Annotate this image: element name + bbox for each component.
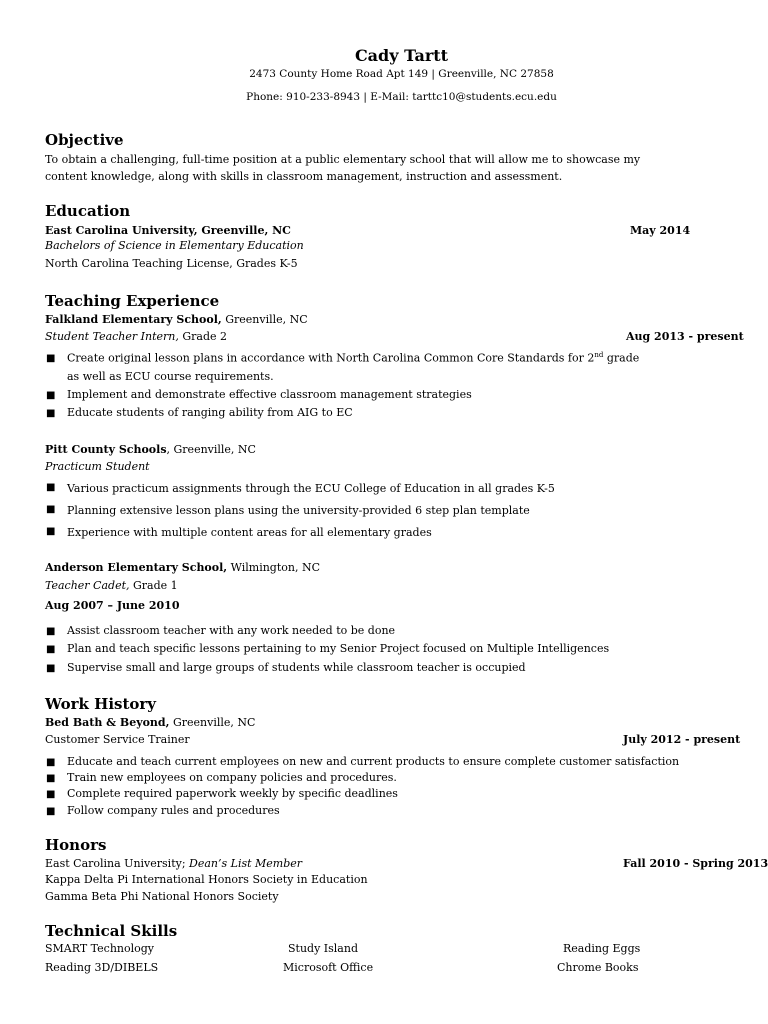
skill-item: Reading 3D/DIBELS — [45, 961, 159, 974]
bullet-icon: ■ — [46, 526, 56, 537]
education-degree: Bachelors of Science in Elementary Education — [45, 239, 304, 252]
work-bullet-4: Follow company rules and procedures — [67, 804, 280, 817]
work-role: Customer Service Trainer — [45, 733, 190, 746]
pitt-org-line — [45, 443, 256, 456]
falkland-location: Greenville, NC — [221, 313, 308, 326]
honors-item-1-org: East Carolina University; — [45, 857, 186, 870]
bullet-icon: ■ — [46, 504, 56, 515]
falkland-bullet-1-cont: as well as ECU course requirements. — [67, 370, 274, 383]
resume-name: Cady Tartt — [354, 46, 449, 65]
anderson-org-line — [45, 561, 320, 574]
pitt-org: Pitt County Schools — [45, 443, 167, 456]
pitt-bullet-2: Planning extensive lesson plans using the university-provided 6 step plan template — [67, 504, 530, 517]
falkland-bullet-1-sup: nd — [594, 351, 604, 359]
pitt-bullet-1: Various practicum assignments through the ECU College of Education in all grades K-5 — [67, 482, 555, 495]
anderson-org: Anderson Elementary School, — [45, 561, 228, 574]
teaching-heading: Teaching Experience — [45, 292, 220, 310]
pitt-role: Practicum Student — [45, 460, 150, 473]
falkland-bullet-1 — [67, 351, 639, 365]
falkland-bullet-3: Educate students of ranging ability from AIG to EC — [67, 406, 353, 419]
bullet-icon: ■ — [46, 390, 56, 401]
skill-item: SMART Technology — [45, 942, 155, 955]
honors-date: Fall 2010 - Spring 2013 — [623, 857, 768, 870]
work-heading: Work History — [45, 695, 157, 713]
falkland-date: Aug 2013 - present — [626, 330, 744, 343]
skill-item: Chrome Books — [557, 961, 639, 974]
falkland-org: Falkland Elementary School, — [45, 313, 222, 326]
bullet-icon: ■ — [46, 789, 56, 800]
objective-line-1: To obtain a challenging, full-time position at a public elementary school that will allow me to showcase my — [45, 153, 641, 166]
honors-item-1 — [45, 857, 302, 870]
skill-item: Study Island — [288, 942, 358, 955]
bullet-icon: ■ — [46, 408, 56, 419]
pitt-bullet-3: Experience with multiple content areas for all elementary grades — [67, 526, 432, 539]
bullet-icon: ■ — [46, 757, 56, 768]
bullet-icon: ■ — [46, 644, 56, 655]
bullet-icon: ■ — [46, 626, 56, 637]
skills-heading: Technical Skills — [45, 922, 178, 940]
education-date: May 2014 — [630, 224, 691, 237]
work-location: Greenville, NC — [169, 716, 256, 729]
education-heading: Education — [45, 202, 131, 220]
falkland-grade: Grade 2 — [178, 330, 228, 343]
honors-item-3: Gamma Beta Phi National Honors Society — [45, 890, 279, 903]
anderson-role: Teacher Cadet, — [45, 579, 130, 592]
bullet-icon: ■ — [46, 663, 56, 674]
anderson-grade: Grade 1 — [129, 579, 178, 592]
anderson-role-line — [45, 579, 178, 592]
anderson-date: Aug 2007 – June 2010 — [45, 599, 180, 612]
falkland-bullet-1a: Create original lesson plans in accordance with North Carolina Common Core Standards for 2 — [67, 351, 595, 365]
honors-item-1-award: Dean’s List Member — [185, 857, 303, 870]
honors-item-2: Kappa Delta Pi International Honors Society in Education — [45, 873, 368, 886]
work-org-line — [45, 716, 255, 729]
honors-heading: Honors — [45, 836, 107, 854]
education-license: North Carolina Teaching License, Grades K-5 — [45, 257, 298, 270]
falkland-bullet-2: Implement and demonstrate effective classroom management strategies — [67, 388, 472, 401]
pitt-location: , Greenville, NC — [166, 443, 256, 456]
skill-item: Microsoft Office — [283, 961, 374, 974]
objective-heading: Objective — [45, 131, 124, 149]
work-date: July 2012 - present — [623, 733, 741, 746]
work-bullet-1: Educate and teach current employees on new and current products to ensure complete customer satisfaction — [67, 755, 680, 768]
anderson-bullet-1: Assist classroom teacher with any work needed to be done — [67, 624, 396, 637]
falkland-bullet-1b: grade — [603, 351, 640, 365]
work-org: Bed Bath & Beyond, — [45, 716, 170, 729]
objective-line-2: content knowledge, along with skills in classroom management, instruction and assessment. — [45, 170, 563, 183]
skill-item: Reading Eggs — [563, 942, 641, 955]
contact-line: Phone: 910-233-8943 | E-Mail: tarttc10@students.ecu.edu — [246, 91, 557, 103]
work-bullet-2: Train new employees on company policies and procedures. — [67, 771, 397, 784]
education-school: East Carolina University, Greenville, NC — [45, 224, 291, 237]
work-bullet-3: Complete required paperwork weekly by specific deadlines — [67, 787, 398, 800]
bullet-icon: ■ — [46, 806, 56, 817]
bullet-icon: ■ — [46, 353, 56, 364]
anderson-bullet-3: Supervise small and large groups of students while classroom teacher is occupied — [67, 661, 526, 674]
falkland-role: Student Teacher Intern, — [45, 330, 179, 343]
falkland-org-line — [45, 313, 308, 326]
falkland-role-line — [45, 330, 227, 343]
address-line: 2473 County Home Road Apt 149 | Greenville, NC 27858 — [249, 68, 554, 80]
anderson-bullet-2: Plan and teach specific lessons pertaining to my Senior Project focused on Multiple Intelligences — [67, 642, 610, 655]
bullet-icon: ■ — [46, 773, 56, 784]
bullet-icon: ■ — [46, 482, 56, 493]
anderson-location: Wilmington, NC — [227, 561, 321, 574]
